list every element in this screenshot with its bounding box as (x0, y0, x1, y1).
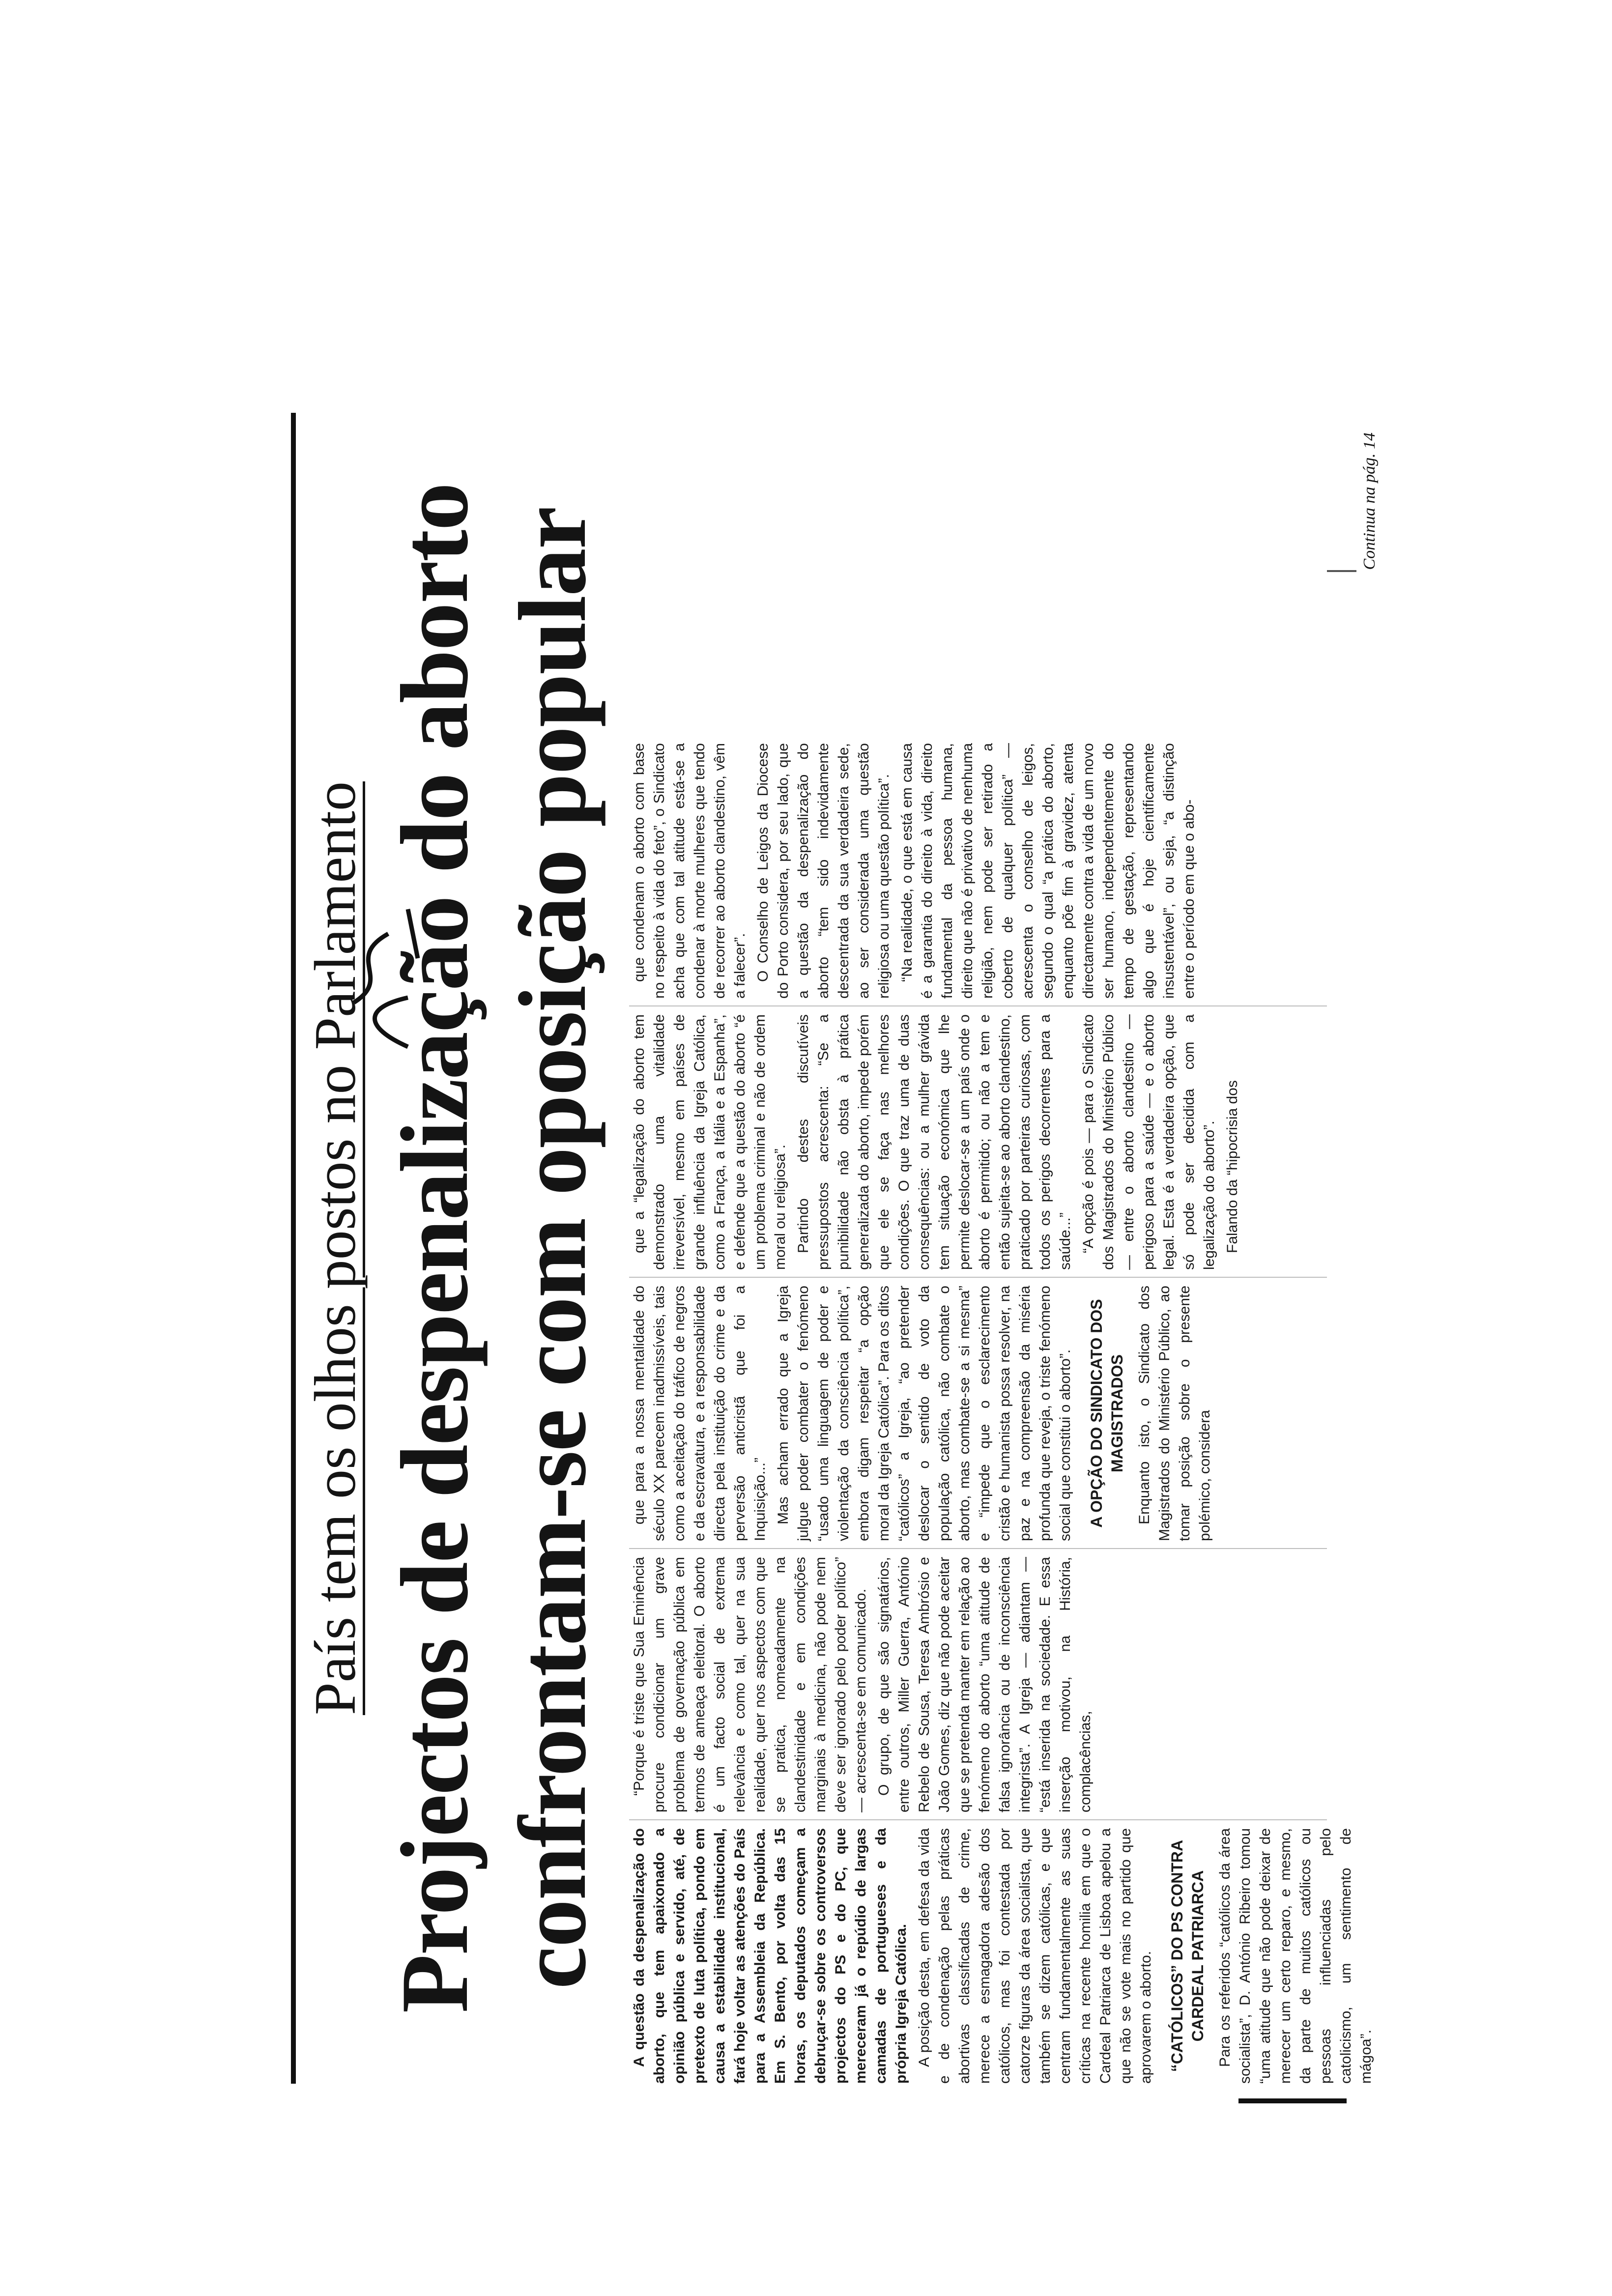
scan-edge-mark (1238, 2098, 1347, 2103)
article-kicker: País tem os olhos postos no Parlamento (302, 781, 368, 1715)
paragraph: Falando da “hipocrisia dos (1224, 1080, 1240, 1253)
subheading: A OPÇÃO DO SINDICATO DOS MAGISTRADOS (1088, 1299, 1126, 1528)
text-column-3 (629, 1286, 1347, 1541)
text-column-2 (629, 1557, 1347, 1812)
text-column-5 (629, 743, 1347, 999)
text-column-1 (629, 1828, 1374, 2084)
column-divider (629, 1819, 1327, 1820)
paragraph: “Na realidade, o que está em causa é a garantia do direito à vida, direito fundamental da pessoa humana, direito que não é privativo de nenhuma religião, nem pode ser retirado a coberto de qualquer política” — acrescenta o conselho de leigos, segundo o qual “a prática do aborto, enquanto põe fim à gravidez, atenta directamente contra a vida de um novo ser humano, independentemente do tempo de gestação, representando algo que é hoje cientificamente insustentável”, ou seja, “a distinção entre o período em que o abo- (899, 743, 1197, 999)
column-divider (629, 1548, 1327, 1549)
column-divider (629, 1277, 1327, 1278)
column-divider (629, 1005, 1327, 1006)
article-headline-line-1: Projectos de despenalização do aborto (381, 483, 488, 2013)
newspaper-clipping (275, 413, 1396, 2084)
paragraph: que condenam o aborto com base no respeito à vida do feto”, o Sindicato acha que com tal atitude está-se a condenar à morte mulheres que tendo de recorrer ao aborto clandestino, vêm a falecer”. (631, 743, 748, 999)
article-headline-line-2: confrontam-se com oposição popular (499, 507, 606, 1989)
paragraph: que para a nossa mentalidade do século XX parecem inadmissíveis, tais como a aceitação do tráfico de negros e da escravatura, e a responsabilidade directa pela instituição do crime e da perversão anticristã que foi a Inquisição...” (631, 1286, 768, 1541)
continuation-note: Continua na pág. 14 (1360, 432, 1379, 570)
paragraph: Enquanto isto, o Sindicato dos Magistrados do Ministério Público, ao tomar posição sobre o presente polémico, considera (1136, 1286, 1213, 1541)
paragraph: O Conselho de Leigos da Diocese do Porto considera, por seu lado, que a questão da despenalização do aborto “tem sido indevidamente descentrada da sua verdadeira sede, ao ser considerada uma questão religiosa ou uma questão política”. (755, 743, 892, 999)
subheading: “CATÓLICOS” DO PS CONTRA CARDEAL PATRIARCA (1168, 1839, 1207, 2072)
paragraph: “A opção é pois — para o Sindicato dos Magistrados do Ministério Público — entre o aborto clandestino — perigoso para a saúde — e o aborto legal. Esta é a verdadeira opção, que só pode ser decidida com a legalização do aborto”. (1080, 1014, 1217, 1270)
paragraph: Partindo destes discutíveis pressupostos acrescenta: “Se a punibilidade não obsta à prática generalizada do aborto, impede porém que ele se faça nas melhores condições. O que traz uma de duas consequências: ou a mulher grávida tem situação económica que lhe permite deslocar-se a um país onde o aborto é permitido; ou não a tem e então sujeita-se ao aborto clandestino, praticado por parteiras curiosas, com todos os perigos decorrentes para a saúde...” (795, 1014, 1073, 1270)
paragraph: A posição desta, em defesa da vida e de condenação pelas práticas abortivas classificadas de crime, merece a esmagadora adesão dos católicos, mas foi contestada por catorze figuras da área socialista, que também se dizem católicas, e que centram fundamentalmente as suas críticas na recente homilia em que o Cardeal Patriarca de Lisboa apelou a que não se vote mais no partido que aprovarem o aborto. (916, 1828, 1154, 2084)
paragraph: Mas acham errado que a Igreja julgue poder combater o fenómeno “usado uma linguagem de poder e violentação da consciência política”, embora digam respeitar “a opção moral da Igreja Católica”. Para os ditos “católicos” a Igreja, “ao pretender deslocar o sentido de voto da população católica, não combate o aborto, mas combate-se a si mesma” e “impede que o esclarecimento cristão e humanista possa resolver, na paz e na compreensão da miséria profunda que reveja, o triste fenómeno social que constitui o aborto”. (775, 1286, 1073, 1541)
paragraph: “Porque é triste que Sua Eminência procure condicionar um grave problema de governação pública em termos de ameaça eleitoral. O aborto é um facto social de extrema relevância e como tal, quer na sua realidade, quer nos aspectos com que se pratica, nomeadamente na clandestinidade e em condições marginais à medicina, não pode nem deve ser ignorado pelo poder político” — acrescenta-se em comunicado. (631, 1557, 869, 1812)
scan-edge-mark (1327, 570, 1356, 572)
text-column-4 (629, 1014, 1347, 1270)
paragraph: O grupo, de que são signatários, entre outros, Miller Guerra, António Rebelo de Sousa, Teresa Ambrósio e João Gomes, diz que não pode aceitar que se pretenda manter em relação ao fenómeno do aborto “uma atitude de falsa ignorância ou de inconsciência integrista”. A Igreja — adiantam — “está inserida na sociedade. E essa inserção motivou, na História, complacências, (876, 1557, 1094, 1812)
lead-paragraph: A questão da despenalização do aborto, que tem apaixonado a opinião pública e servido, até, de pretexto de luta política, pondo em causa a estabilidade institucional, fará hoje voltar as atenções do País para a Assembleia da República. Em S. Bento, por volta das 15 horas, os deputados começam a debruçar-se sobre os controversos projectos do PS e do PC, que mereceram já o repúdio de largas camadas de portugueses e da própria Igreja Católica. (631, 1828, 909, 2084)
paragraph: Para os referidos “católicos da área socialista”, D. António Ribeiro tomou “uma atitude que não pode deixar de merecer um certo reparo, e mesmo, da parte de muitos católicos ou pessoas influenciadas pelo catolicismo, um sentimento de mágoa”. (1217, 1828, 1374, 2084)
top-rule (291, 413, 296, 2084)
paragraph: que a “legalização do aborto tem demonstrado uma vitalidade irreversível, mesmo em países de grande influência da Igreja Católica, como a França, a Itália e a Espanha”, e defende que a questão do aborto “é um problema criminal e não de ordem moral ou religiosa”. (631, 1014, 788, 1270)
